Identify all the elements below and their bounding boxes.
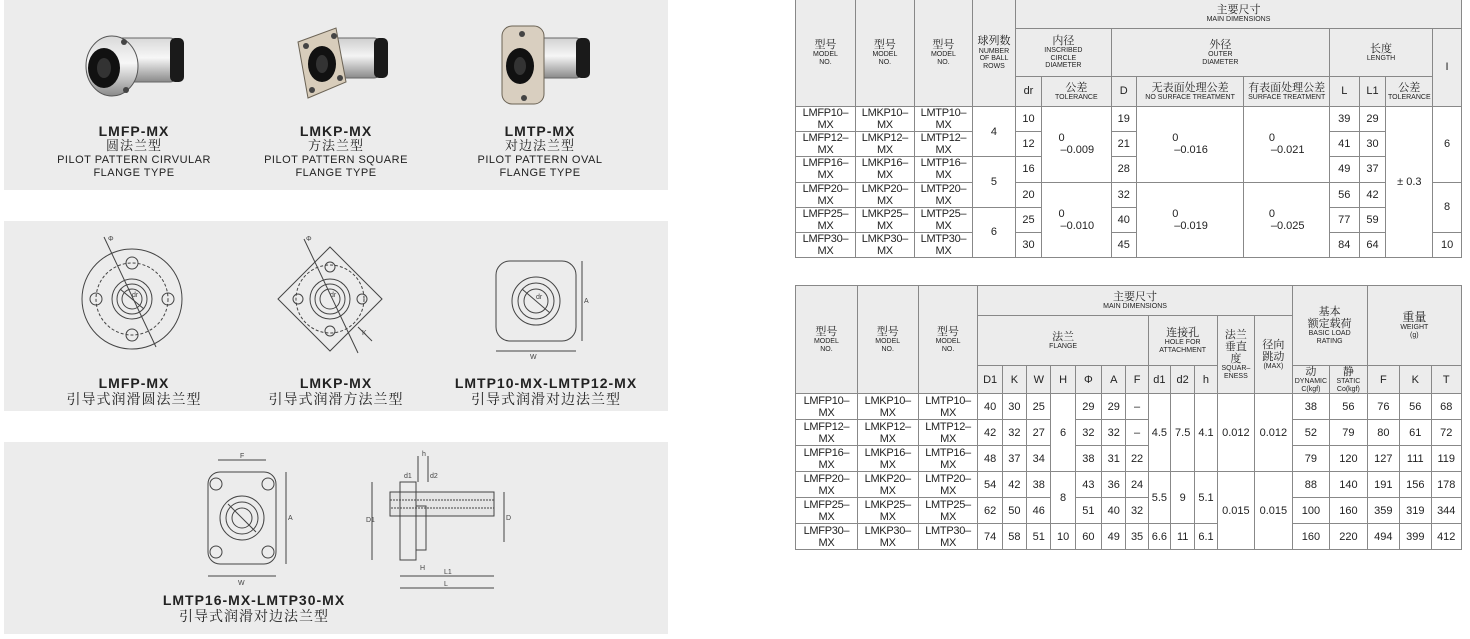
label-d: D <box>506 515 512 522</box>
cell-d1: 74 <box>978 524 1002 550</box>
table-row <box>796 182 1462 207</box>
caption-model: LMTP-MX <box>504 123 576 139</box>
cell-weight-k: 156 <box>1400 472 1431 498</box>
th-hole: 连接孔 HOLE FOR ATTACHMENT <box>1148 316 1217 366</box>
cell-hole-h: 4.1 <box>1195 394 1217 472</box>
product-photo-lmfp <box>74 20 194 110</box>
caption-drawing-lmkp <box>236 375 436 407</box>
product-photo-lmkp <box>284 14 404 114</box>
caption-lmtp <box>440 123 640 179</box>
caption-drawing-lmfp <box>34 375 234 407</box>
cell-w: 34 <box>1027 446 1051 472</box>
caption-cn: 引导式润滑方法兰型 <box>268 391 404 408</box>
cell-k: 37 <box>1002 446 1026 472</box>
cell-radial-runout: 0.015 <box>1255 472 1293 550</box>
cell-f: 24 <box>1126 472 1148 498</box>
cell-weight-f: 359 <box>1367 498 1399 524</box>
cell-l: 77 <box>1329 207 1359 232</box>
cell-static: 140 <box>1330 472 1368 498</box>
cell-balls: 6 <box>972 207 1015 257</box>
cell-weight-f: 494 <box>1367 524 1399 550</box>
cell-static: 56 <box>1330 394 1368 420</box>
cell-weight-t: 72 <box>1431 420 1462 446</box>
th-length: 长度 LENGTH <box>1329 29 1432 77</box>
cell-model-t: LMTP16–MX <box>914 157 972 182</box>
cell-dynamic: 160 <box>1292 524 1330 550</box>
cell-dr: 10 <box>1015 107 1041 132</box>
table-row <box>796 132 1462 157</box>
th-w: W <box>1027 366 1051 394</box>
cell-l: 39 <box>1329 107 1359 132</box>
cell-dr: 16 <box>1015 157 1041 182</box>
label-d2: d2 <box>430 473 438 480</box>
cell-weight-t: 412 <box>1431 524 1462 550</box>
th-hole-d1: d1 <box>1148 366 1170 394</box>
cell-model-k: LMKP10–MX <box>857 394 918 420</box>
cell-f: 32 <box>1126 498 1148 524</box>
cell-f: – <box>1126 394 1148 420</box>
th-model-f: 型号 MODEL NO. <box>796 286 858 394</box>
caption-en2: FLANGE TYPE <box>93 166 175 179</box>
th-f: F <box>1126 366 1148 394</box>
cell-f: – <box>1126 420 1148 446</box>
cell-model-k: LMKP12–MX <box>855 132 914 157</box>
caption-cn: 引导式润滑对边法兰型 <box>179 608 329 625</box>
label-k: K <box>362 330 367 337</box>
cell-dr: 30 <box>1015 232 1041 257</box>
cell-model-t: LMTP12–MX <box>918 420 978 446</box>
cell-phi: 32 <box>1075 420 1101 446</box>
drawing-lmtp16-front <box>200 448 310 588</box>
cell-hole-h: 5.1 <box>1195 472 1217 524</box>
cell-surface-tol: 0 –0.025 <box>1244 182 1330 258</box>
cell-model-t: LMTP20–MX <box>914 182 972 207</box>
th-a: A <box>1102 366 1126 394</box>
cell-length-tol: ± 0.3 <box>1386 107 1433 258</box>
cell-dynamic: 52 <box>1292 420 1330 446</box>
caption-cn: 引导式润滑对边法兰型 <box>471 391 621 408</box>
cell-model-k: LMKP16–MX <box>855 157 914 182</box>
cell-weight-f: 80 <box>1367 420 1399 446</box>
label-a: A <box>584 298 589 305</box>
th-d1-flange: D1 <box>978 366 1002 394</box>
label-d1-big: D1 <box>366 517 375 524</box>
cell-w: 27 <box>1027 420 1051 446</box>
th-model-f: 型号 MODEL NO. <box>796 0 856 107</box>
cell-d: 40 <box>1111 207 1136 232</box>
cell-inner-tol: 0 –0.010 <box>1041 182 1111 258</box>
caption-model: LMTP16-MX-LMTP30-MX <box>162 592 346 608</box>
table-row <box>796 420 1462 446</box>
th-h-flange: H <box>1051 366 1075 394</box>
caption-en2: FLANGE TYPE <box>295 166 377 179</box>
drawing-panel-front <box>4 221 668 411</box>
th-inner-diameter: 内径 INSCRIBED CIRCLE DIAMETER <box>1015 29 1111 77</box>
cell-model-k: LMKP25–MX <box>855 207 914 232</box>
cell-w: 46 <box>1027 498 1051 524</box>
cell-model-f: LMFP12–MX <box>796 132 856 157</box>
cell-dynamic: 88 <box>1292 472 1330 498</box>
caption-drawing-lmtp16 <box>134 592 374 624</box>
cell-model-t: LMTP30–MX <box>918 524 978 550</box>
th-l1: L1 <box>1359 77 1386 107</box>
cell-model-t: LMTP16–MX <box>918 446 978 472</box>
cell-l1: 37 <box>1359 157 1386 182</box>
th-weight-k: K <box>1400 366 1431 394</box>
th-no-surface-tol: 无表面处理公差 NO SURFACE TREATMENT <box>1136 77 1244 107</box>
th-hole-h: h <box>1195 366 1217 394</box>
cell-weight-k: 56 <box>1400 394 1431 420</box>
cell-hole-d2: 7.5 <box>1171 394 1195 472</box>
table-row <box>796 232 1462 257</box>
cell-hole-d1: 5.5 <box>1148 472 1170 524</box>
label-dr: dr <box>330 292 337 299</box>
caption-cn: 圆法兰型 <box>105 138 162 154</box>
cell-weight-t: 344 <box>1431 498 1462 524</box>
table-row <box>796 498 1462 524</box>
cell-k: 58 <box>1002 524 1026 550</box>
cell-w: 51 <box>1027 524 1051 550</box>
th-d: D <box>1111 77 1136 107</box>
th-weight-f: F <box>1367 366 1399 394</box>
cell-l1: 64 <box>1359 232 1386 257</box>
cell-d1: 62 <box>978 498 1002 524</box>
cell-a: 31 <box>1102 446 1126 472</box>
table-row <box>796 157 1462 182</box>
cell-d: 45 <box>1111 232 1136 257</box>
cell-weight-t: 68 <box>1431 394 1462 420</box>
caption-cn: 方法兰型 <box>307 138 364 154</box>
drawing-panel-assembly <box>4 442 668 634</box>
cell-k: 42 <box>1002 472 1026 498</box>
cell-model-k: LMKP20–MX <box>857 472 918 498</box>
cell-balls: 5 <box>972 157 1015 207</box>
cell-weight-k: 111 <box>1400 446 1431 472</box>
label-dr: dr <box>132 292 139 299</box>
cell-l1: 59 <box>1359 207 1386 232</box>
caption-model: LMFP-MX <box>98 123 170 139</box>
cell-model-f: LMFP10–MX <box>796 394 858 420</box>
cell-static: 79 <box>1330 420 1368 446</box>
label-w: W <box>238 580 245 587</box>
cell-balls: 4 <box>972 107 1015 157</box>
cell-weight-k: 61 <box>1400 420 1431 446</box>
drawing-lmfp <box>74 227 204 367</box>
cell-d: 28 <box>1111 157 1136 182</box>
caption-lmkp <box>236 123 436 179</box>
label-phi: Φ <box>108 236 114 243</box>
caption-model: LMFP-MX <box>98 375 170 391</box>
cell-i: 6 <box>1433 107 1462 183</box>
cell-a: 29 <box>1102 394 1126 420</box>
table-row <box>796 472 1462 498</box>
cell-no-surface-tol: 0 –0.016 <box>1136 107 1244 183</box>
th-main-dimensions: 主要尺寸 MAIN DIMENSIONS <box>1015 0 1461 29</box>
th-phi: Φ <box>1075 366 1101 394</box>
cell-hole-d1: 6.6 <box>1148 524 1170 550</box>
cell-surface-tol: 0 –0.021 <box>1244 107 1330 183</box>
cell-model-t: LMTP10–MX <box>918 394 978 420</box>
cell-l1: 30 <box>1359 132 1386 157</box>
th-k: K <box>1002 366 1026 394</box>
cell-weight-t: 178 <box>1431 472 1462 498</box>
cell-l1: 42 <box>1359 182 1386 207</box>
cell-weight-f: 127 <box>1367 446 1399 472</box>
cell-weight-t: 119 <box>1431 446 1462 472</box>
th-outer-diameter: 外径 OUTER DIAMETER <box>1111 29 1329 77</box>
table-row <box>796 524 1462 550</box>
product-photo-panel <box>4 0 668 190</box>
cell-k: 50 <box>1002 498 1026 524</box>
cell-h: 10 <box>1051 524 1075 550</box>
cell-k: 32 <box>1002 420 1026 446</box>
cell-model-k: LMKP30–MX <box>855 232 914 257</box>
cell-d1: 40 <box>978 394 1002 420</box>
label-d1: d1 <box>404 473 412 480</box>
cell-model-f: LMFP20–MX <box>796 182 856 207</box>
th-length-tol: 公差 TOLERANCE <box>1386 77 1433 107</box>
cell-weight-f: 76 <box>1367 394 1399 420</box>
th-flange: 法兰 FLANGE <box>978 316 1148 366</box>
cell-i: 8 <box>1433 182 1462 232</box>
th-l: L <box>1329 77 1359 107</box>
caption-en1: PILOT PATTERN OVAL <box>477 154 603 167</box>
cell-model-f: LMFP30–MX <box>796 232 856 257</box>
cell-hole-d1: 4.5 <box>1148 394 1170 472</box>
caption-lmfp <box>34 123 234 179</box>
cell-model-f: LMFP20–MX <box>796 472 858 498</box>
cell-model-f: LMFP12–MX <box>796 420 858 446</box>
table-row <box>796 207 1462 232</box>
cell-dr: 25 <box>1015 207 1041 232</box>
cell-h: 8 <box>1051 472 1075 524</box>
th-i: I <box>1433 29 1462 107</box>
cell-dynamic: 100 <box>1292 498 1330 524</box>
caption-model: LMTP10-MX-LMTP12-MX <box>454 375 638 391</box>
th-dr: dr <box>1015 77 1041 107</box>
label-h: h <box>422 451 426 458</box>
cell-model-t: LMTP30–MX <box>914 232 972 257</box>
caption-en2: FLANGE TYPE <box>499 166 581 179</box>
cell-model-k: LMKP10–MX <box>855 107 914 132</box>
cell-i: 10 <box>1433 232 1462 257</box>
cell-phi: 29 <box>1075 394 1101 420</box>
cell-a: 36 <box>1102 472 1126 498</box>
cell-phi: 38 <box>1075 446 1101 472</box>
spec-table-flange <box>795 285 1462 550</box>
cell-model-t: LMTP20–MX <box>918 472 978 498</box>
caption-model: LMKP-MX <box>299 123 373 139</box>
cell-d: 21 <box>1111 132 1136 157</box>
cell-model-f: LMFP30–MX <box>796 524 858 550</box>
cell-f: 35 <box>1126 524 1148 550</box>
cell-dynamic: 38 <box>1292 394 1330 420</box>
cell-weight-k: 319 <box>1400 498 1431 524</box>
th-squareness: 法兰 垂直 度 SQUAR– ENESS <box>1217 316 1255 394</box>
cell-model-f: LMFP16–MX <box>796 157 856 182</box>
cell-model-k: LMKP20–MX <box>855 182 914 207</box>
cell-model-f: LMFP10–MX <box>796 107 856 132</box>
caption-drawing-lmtp10 <box>428 375 664 407</box>
table-row <box>796 107 1462 132</box>
cell-a: 40 <box>1102 498 1126 524</box>
th-weight: 重量 WEIGHT (g) <box>1367 286 1461 366</box>
cell-model-k: LMKP12–MX <box>857 420 918 446</box>
cell-d1: 54 <box>978 472 1002 498</box>
table-row <box>796 394 1462 420</box>
cell-radial-runout: 0.012 <box>1255 394 1293 472</box>
caption-en1: PILOT PATTERN SQUARE <box>264 154 408 167</box>
cell-l: 41 <box>1329 132 1359 157</box>
caption-model: LMKP-MX <box>299 375 373 391</box>
cell-l: 56 <box>1329 182 1359 207</box>
cell-l: 84 <box>1329 232 1359 257</box>
label-f: F <box>240 453 245 460</box>
cell-static: 220 <box>1330 524 1368 550</box>
cell-model-t: LMTP25–MX <box>914 207 972 232</box>
cell-dynamic: 79 <box>1292 446 1330 472</box>
cell-squareness: 0.012 <box>1217 394 1255 472</box>
drawing-lmtp10 <box>486 243 606 363</box>
cell-model-t: LMTP25–MX <box>918 498 978 524</box>
cell-model-f: LMFP25–MX <box>796 498 858 524</box>
th-model-t: 型号 MODEL NO. <box>918 286 978 394</box>
drawing-lmkp <box>274 227 404 367</box>
cell-model-f: LMFP16–MX <box>796 446 858 472</box>
product-photo-lmtp <box>486 14 606 114</box>
label-l: L <box>444 581 448 588</box>
label-l1: L1 <box>444 569 452 576</box>
th-basic-load: 基本 额定载荷 BASIC LOAD RATING <box>1292 286 1367 366</box>
th-weight-t: T <box>1431 366 1462 394</box>
cell-hole-d2: 9 <box>1171 472 1195 524</box>
th-static: 静 STATIC Co(kgf) <box>1330 366 1368 394</box>
cell-k: 30 <box>1002 394 1026 420</box>
cell-l: 49 <box>1329 157 1359 182</box>
th-dynamic: 动 DYNAMIC C(kgf) <box>1292 366 1330 394</box>
cell-phi: 43 <box>1075 472 1101 498</box>
cell-model-t: LMTP12–MX <box>914 132 972 157</box>
cell-w: 25 <box>1027 394 1051 420</box>
cell-static: 160 <box>1330 498 1368 524</box>
th-model-t: 型号 MODEL NO. <box>914 0 972 107</box>
label-phi: Φ <box>306 236 312 243</box>
cell-hole-h: 6.1 <box>1195 524 1217 550</box>
label-hh: H <box>420 565 426 572</box>
caption-en1: PILOT PATTERN CIRVULAR <box>57 154 211 167</box>
cell-a: 32 <box>1102 420 1126 446</box>
cell-d: 32 <box>1111 182 1136 207</box>
cell-static: 120 <box>1330 446 1368 472</box>
cell-dr: 20 <box>1015 182 1041 207</box>
cell-h: 6 <box>1051 394 1075 472</box>
cell-a: 49 <box>1102 524 1126 550</box>
cell-d: 19 <box>1111 107 1136 132</box>
caption-cn: 引导式润滑圆法兰型 <box>66 391 202 408</box>
table-row <box>796 446 1462 472</box>
label-a: A <box>288 515 293 522</box>
cell-d1: 48 <box>978 446 1002 472</box>
th-hole-d2: d2 <box>1171 366 1195 394</box>
cell-squareness: 0.015 <box>1217 472 1255 550</box>
th-ball-rows: 球列数 NUMBER OF BALL ROWS <box>972 0 1015 107</box>
cell-d1: 42 <box>978 420 1002 446</box>
label-w: W <box>530 354 537 361</box>
cell-model-k: LMKP30–MX <box>857 524 918 550</box>
cell-inner-tol: 0 –0.009 <box>1041 107 1111 183</box>
th-main-dimensions: 主要尺寸 MAIN DIMENSIONS <box>978 286 1292 316</box>
cell-model-t: LMTP10–MX <box>914 107 972 132</box>
th-model-k: 型号 MODEL NO. <box>855 0 914 107</box>
cell-w: 38 <box>1027 472 1051 498</box>
cell-weight-k: 399 <box>1400 524 1431 550</box>
cell-f: 22 <box>1126 446 1148 472</box>
th-radial-runout: 径向 跳动 (MAX) <box>1255 316 1293 394</box>
th-inner-tol: 公差 TOLERANCE <box>1041 77 1111 107</box>
cell-no-surface-tol: 0 –0.019 <box>1136 182 1244 258</box>
caption-cn: 对边法兰型 <box>504 138 575 154</box>
th-model-k: 型号 MODEL NO. <box>857 286 918 394</box>
label-dr: dr <box>536 294 543 301</box>
cell-model-k: LMKP25–MX <box>857 498 918 524</box>
spec-table-dimensions <box>795 0 1462 258</box>
cell-dr: 12 <box>1015 132 1041 157</box>
cell-hole-d2: 11 <box>1171 524 1195 550</box>
cell-l1: 29 <box>1359 107 1386 132</box>
cell-model-f: LMFP25–MX <box>796 207 856 232</box>
cell-weight-f: 191 <box>1367 472 1399 498</box>
drawing-lmtp16-section <box>364 448 514 598</box>
th-surface-tol: 有表面处理公差 SURFACE TREATMENT <box>1244 77 1330 107</box>
cell-phi: 51 <box>1075 498 1101 524</box>
cell-model-k: LMKP16–MX <box>857 446 918 472</box>
cell-phi: 60 <box>1075 524 1101 550</box>
